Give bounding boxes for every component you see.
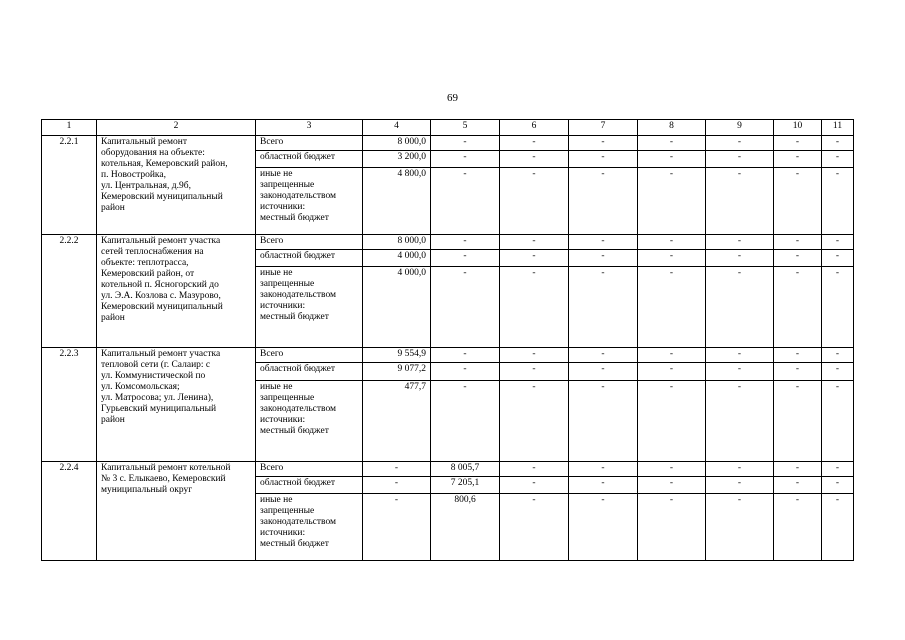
value-cell: - — [431, 348, 500, 363]
source-other-line: законодательством — [260, 191, 337, 201]
table-body — [42, 120, 854, 561]
description-line: объекте: теплотрасса, — [101, 258, 189, 268]
description-line: ул. Комсомольская; — [101, 382, 180, 392]
value-cell: - — [774, 381, 822, 462]
description-line: район — [101, 415, 125, 425]
value-cell: - — [500, 477, 569, 494]
value-cell: - — [500, 168, 569, 235]
description-line: район — [101, 203, 125, 213]
row-number: 2.2.4 — [42, 462, 97, 561]
value-cell: - — [706, 381, 774, 462]
source-other-line: законодательством — [260, 290, 337, 300]
value-cell: - — [822, 494, 854, 561]
value-cell: - — [822, 348, 854, 363]
source-other-line: источники: — [260, 528, 306, 538]
description-line: п. Новостройка, — [101, 170, 166, 180]
value-cell: 9 077,2 — [363, 363, 431, 381]
value-cell: - — [706, 235, 774, 250]
value-cell: - — [431, 151, 500, 168]
value-cell: - — [774, 267, 822, 348]
source-regional: областной бюджет — [256, 151, 363, 168]
source-other-local — [256, 494, 363, 561]
value-cell: - — [500, 494, 569, 561]
description-line: Капитальный ремонт котельной — [101, 463, 231, 473]
description-line: ул. Коммунистической по — [101, 371, 206, 381]
value-cell: - — [706, 477, 774, 494]
value-cell: - — [569, 235, 638, 250]
value-cell: - — [569, 151, 638, 168]
value-cell: - — [706, 348, 774, 363]
row-number: 2.2.1 — [42, 136, 97, 235]
header-cell: 7 — [569, 120, 638, 136]
source-local-label: местный бюджет — [260, 213, 329, 223]
value-cell: - — [774, 136, 822, 151]
value-cell: - — [431, 168, 500, 235]
row-description — [97, 348, 256, 462]
value-cell: - — [774, 494, 822, 561]
value-cell: - — [500, 151, 569, 168]
value-cell: - — [706, 494, 774, 561]
value-cell: - — [500, 235, 569, 250]
value-cell: 800,6 — [431, 494, 500, 561]
description-line: Гурьевский муниципальный — [101, 404, 217, 414]
value-cell: - — [638, 363, 706, 381]
value-cell: - — [569, 348, 638, 363]
value-cell: - — [431, 363, 500, 381]
description-line: сетей теплоснабжения на — [101, 247, 204, 257]
budget-table — [41, 119, 854, 561]
value-cell: - — [822, 151, 854, 168]
value-cell: - — [569, 462, 638, 477]
value-cell: - — [822, 250, 854, 267]
value-cell: - — [363, 477, 431, 494]
description-line: оборудования на объекте: — [101, 148, 205, 158]
source-other-local — [256, 381, 363, 462]
value-cell: 3 200,0 — [363, 151, 431, 168]
table-row — [42, 136, 854, 151]
source-other-line: иные не — [260, 495, 293, 505]
value-cell: - — [774, 348, 822, 363]
value-cell: - — [638, 151, 706, 168]
value-cell: - — [569, 363, 638, 381]
value-cell: - — [569, 136, 638, 151]
value-cell: - — [822, 381, 854, 462]
source-total: Всего — [256, 235, 363, 250]
source-other-line: запрещенные — [260, 279, 315, 289]
description-line: котельной п. Ясногорский до — [101, 280, 219, 290]
value-cell: - — [569, 494, 638, 561]
value-cell: - — [638, 381, 706, 462]
value-cell: - — [706, 462, 774, 477]
value-cell: - — [638, 267, 706, 348]
value-cell: - — [569, 477, 638, 494]
description-line: ул. Центральная, д.9б, — [101, 181, 191, 191]
value-cell: - — [569, 267, 638, 348]
description-line: муниципальный округ — [101, 485, 193, 495]
description-line: ул. Матросова; ул. Ленина), — [101, 393, 214, 403]
source-other-local — [256, 168, 363, 235]
table-row — [42, 235, 854, 250]
header-cell: 6 — [500, 120, 569, 136]
row-number: 2.2.2 — [42, 235, 97, 348]
header-cell: 1 — [42, 120, 97, 136]
source-other-line: иные не — [260, 268, 293, 278]
value-cell: - — [822, 168, 854, 235]
header-cell: 4 — [363, 120, 431, 136]
header-row — [42, 120, 854, 136]
value-cell: - — [822, 363, 854, 381]
value-cell: - — [431, 267, 500, 348]
value-cell: 477,7 — [363, 381, 431, 462]
description-line: Капитальный ремонт участка — [101, 236, 221, 246]
value-cell: - — [774, 168, 822, 235]
value-cell: - — [638, 136, 706, 151]
value-cell: 8 000,0 — [363, 136, 431, 151]
description-line: котельная, Кемеровский район, — [101, 159, 228, 169]
header-cell: 2 — [97, 120, 256, 136]
source-other-line: источники: — [260, 202, 306, 212]
row-description — [97, 462, 256, 561]
source-other-line: запрещенные — [260, 393, 315, 403]
value-cell: - — [431, 381, 500, 462]
value-cell: - — [500, 136, 569, 151]
value-cell: - — [706, 136, 774, 151]
description-line: № 3 с. Елыкаево, Кемеровский — [101, 474, 226, 484]
source-total: Всего — [256, 462, 363, 477]
source-other-line: иные не — [260, 382, 293, 392]
value-cell: - — [363, 494, 431, 561]
source-total: Всего — [256, 348, 363, 363]
value-cell: - — [822, 477, 854, 494]
value-cell: - — [822, 267, 854, 348]
value-cell: - — [706, 168, 774, 235]
value-cell: 8 005,7 — [431, 462, 500, 477]
value-cell: 4 000,0 — [363, 267, 431, 348]
value-cell: - — [774, 250, 822, 267]
description-line: Капитальный ремонт участка — [101, 349, 221, 359]
source-other-line: источники: — [260, 415, 306, 425]
value-cell: 4 000,0 — [363, 250, 431, 267]
description-line: Кемеровский муниципальный — [101, 302, 223, 312]
value-cell: - — [706, 151, 774, 168]
value-cell: - — [431, 235, 500, 250]
source-local-label: местный бюджет — [260, 539, 329, 549]
value-cell: - — [774, 235, 822, 250]
page-number: 69 — [447, 92, 458, 104]
value-cell: 7 205,1 — [431, 477, 500, 494]
header-cell: 11 — [822, 120, 854, 136]
header-cell: 5 — [431, 120, 500, 136]
description-line: Капитальный ремонт — [101, 137, 188, 147]
value-cell: - — [431, 250, 500, 267]
header-cell: 8 — [638, 120, 706, 136]
value-cell: - — [638, 494, 706, 561]
value-cell: - — [638, 235, 706, 250]
description-line: район — [101, 313, 125, 323]
value-cell: - — [774, 477, 822, 494]
source-other-local — [256, 267, 363, 348]
source-other-line: законодательством — [260, 517, 337, 527]
value-cell: 4 800,0 — [363, 168, 431, 235]
source-regional: областной бюджет — [256, 477, 363, 494]
value-cell: 8 000,0 — [363, 235, 431, 250]
value-cell: - — [706, 250, 774, 267]
value-cell: - — [500, 363, 569, 381]
source-local-label: местный бюджет — [260, 312, 329, 322]
value-cell: - — [500, 462, 569, 477]
source-other-line: запрещенные — [260, 180, 315, 190]
value-cell: - — [638, 250, 706, 267]
value-cell: - — [431, 136, 500, 151]
value-cell: 9 554,9 — [363, 348, 431, 363]
source-regional: областной бюджет — [256, 250, 363, 267]
description-line: Кемеровский район, от — [101, 269, 195, 279]
value-cell: - — [774, 151, 822, 168]
description-line: Кемеровский муниципальный — [101, 192, 223, 202]
value-cell: - — [500, 250, 569, 267]
value-cell: - — [363, 462, 431, 477]
value-cell: - — [822, 136, 854, 151]
value-cell: - — [774, 363, 822, 381]
value-cell: - — [638, 168, 706, 235]
description-line: ул. Э.А. Козлова с. Мазурово, — [101, 291, 221, 301]
value-cell: - — [638, 477, 706, 494]
header-cell: 3 — [256, 120, 363, 136]
value-cell: - — [774, 462, 822, 477]
value-cell: - — [822, 235, 854, 250]
source-regional: областной бюджет — [256, 363, 363, 381]
value-cell: - — [706, 363, 774, 381]
source-other-line: иные не — [260, 169, 293, 179]
value-cell: - — [569, 381, 638, 462]
source-local-label: местный бюджет — [260, 426, 329, 436]
description-line: тепловой сети (г. Салаир: с — [101, 360, 211, 370]
row-description — [97, 136, 256, 235]
row-number: 2.2.3 — [42, 348, 97, 462]
source-total: Всего — [256, 136, 363, 151]
source-other-line: источники: — [260, 301, 306, 311]
table-row — [42, 348, 854, 363]
value-cell: - — [638, 348, 706, 363]
value-cell: - — [638, 462, 706, 477]
value-cell: - — [500, 267, 569, 348]
source-other-line: законодательством — [260, 404, 337, 414]
value-cell: - — [822, 462, 854, 477]
value-cell: - — [706, 267, 774, 348]
header-cell: 10 — [774, 120, 822, 136]
value-cell: - — [500, 381, 569, 462]
source-other-line: запрещенные — [260, 506, 315, 516]
table-row — [42, 462, 854, 477]
value-cell: - — [569, 168, 638, 235]
header-cell: 9 — [706, 120, 774, 136]
value-cell: - — [569, 250, 638, 267]
value-cell: - — [500, 348, 569, 363]
row-description — [97, 235, 256, 348]
